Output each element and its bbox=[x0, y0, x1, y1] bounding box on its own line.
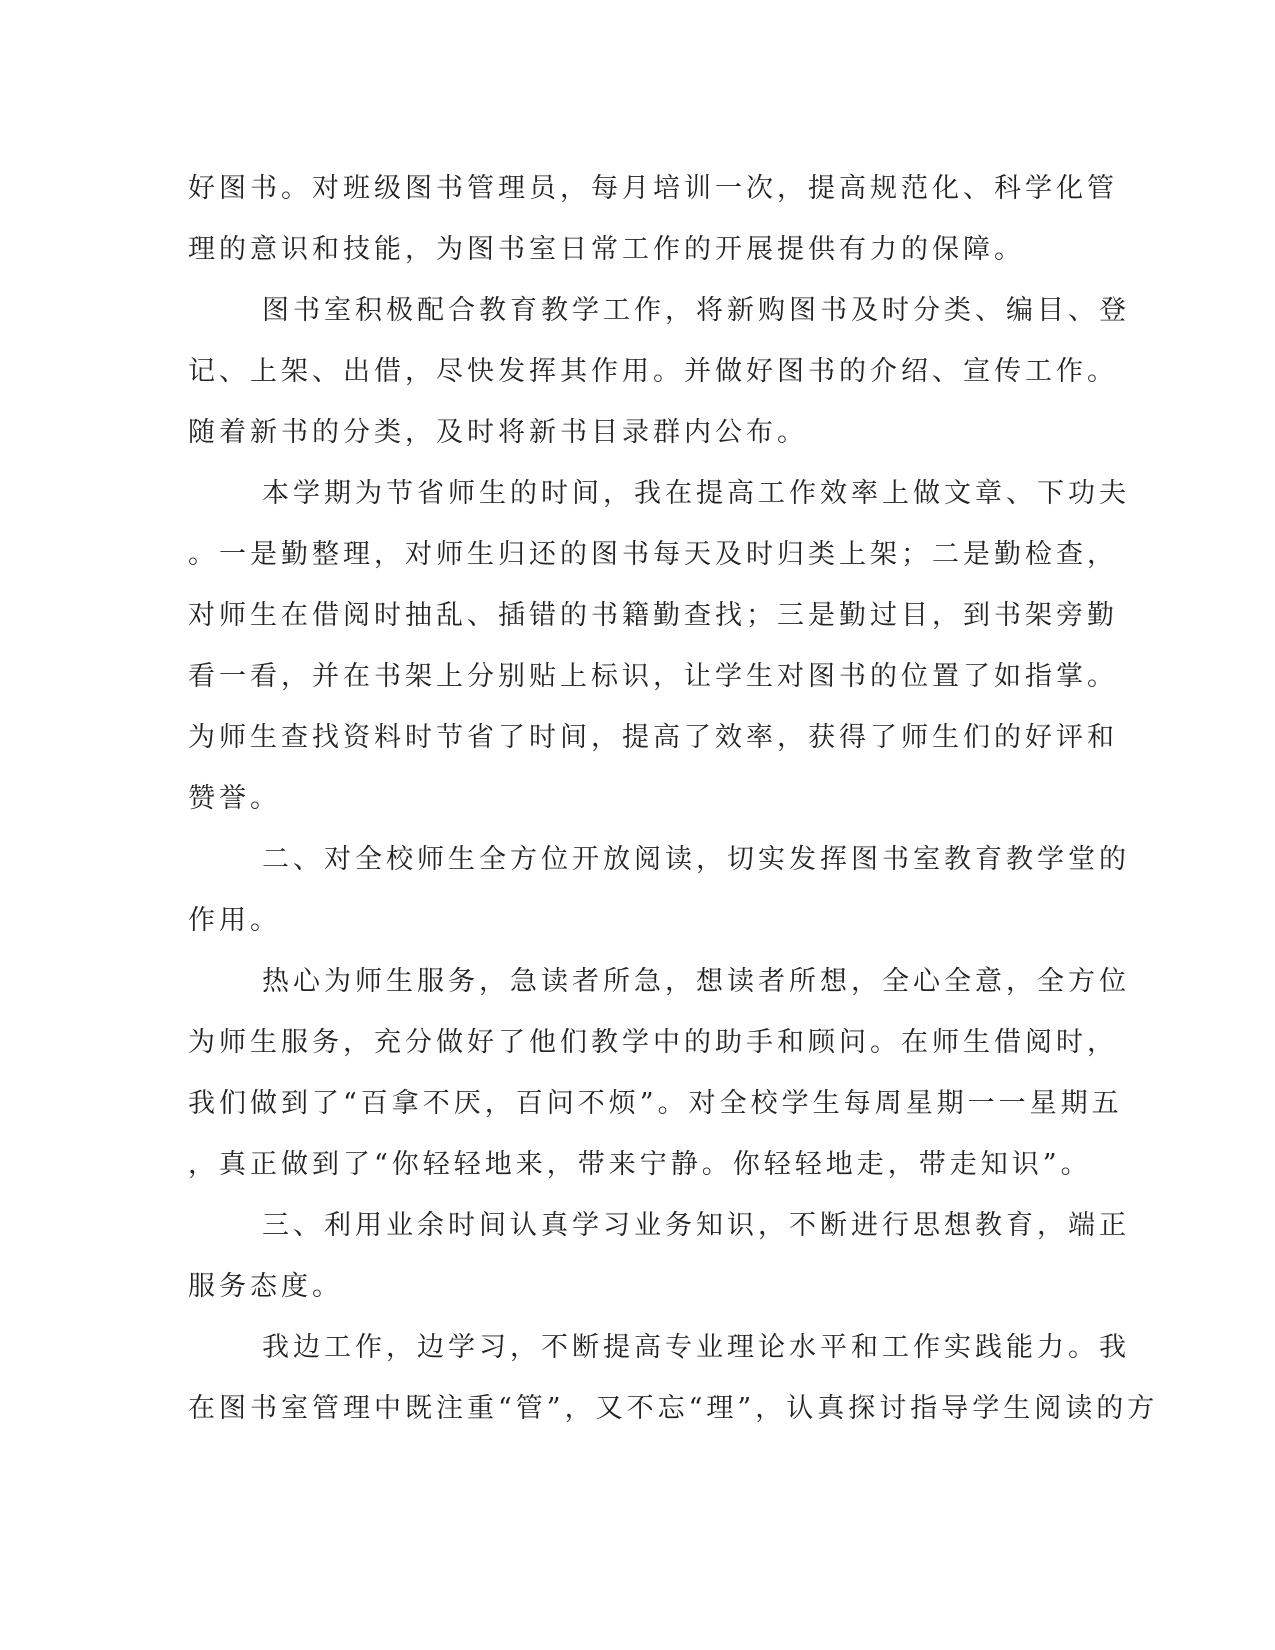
section-heading-line: 三、利用业余时间认真学习业务知识，不断进行思想教育，端正 bbox=[262, 1210, 1130, 1241]
text-line: 随着新书的分类，及时将新书目录群内公布。 bbox=[188, 417, 808, 448]
paragraph-start-line: 热心为师生服务，急读者所急，想读者所想，全心全意，全方位 bbox=[262, 966, 1130, 997]
paragraph-start-line: 我边工作，边学习，不断提高专业理论水平和工作实践能力。我 bbox=[262, 1332, 1130, 1363]
text-line: 好图书。对班级图书管理员，每月培训一次，提高规范化、科学化管 bbox=[188, 173, 1118, 204]
text-line: 记、上架、出借，尽快发挥其作用。并做好图书的介绍、宣传工作。 bbox=[188, 356, 1118, 387]
text-line: 看一看，并在书架上分别贴上标识，让学生对图书的位置了如指掌。 bbox=[188, 661, 1118, 692]
section-heading-line: 二、对全校师生全方位开放阅读，切实发挥图书室教育教学堂的 bbox=[262, 844, 1130, 875]
text-line: 我们做到了“百拿不厌，百问不烦”。对全校学生每周星期一一星期五 bbox=[188, 1088, 1123, 1119]
text-line: 。一是勤整理，对师生归还的图书每天及时归类上架；二是勤检查， bbox=[188, 539, 1118, 570]
body-text bbox=[188, 158, 1159, 1439]
text-line: 对师生在借阅时抽乱、插错的书籍勤查找；三是勤过目，到书架旁勤 bbox=[188, 600, 1118, 631]
paragraph-start-line: 图书室积极配合教育教学工作，将新购图书及时分类、编目、登 bbox=[262, 295, 1130, 326]
paragraph-start-line: 本学期为节省师生的时间，我在提高工作效率上做文章、下功夫 bbox=[262, 478, 1130, 509]
text-line: 理的意识和技能，为图书室日常工作的开展提供有力的保障。 bbox=[188, 234, 1025, 265]
text-line: 服务态度。 bbox=[188, 1271, 343, 1302]
text-line: 为师生服务，充分做好了他们教学中的助手和顾问。在师生借阅时， bbox=[188, 1027, 1118, 1058]
text-line: 为师生查找资料时节省了时间，提高了效率，获得了师生们的好评和 bbox=[188, 722, 1118, 753]
text-line: 作用。 bbox=[188, 905, 281, 936]
text-line: ，真正做到了“你轻轻地来，带来宁静。你轻轻地走，带走知识”。 bbox=[188, 1149, 1092, 1180]
text-line: 赞誉。 bbox=[188, 783, 281, 814]
text-line: 在图书室管理中既注重“管”，又不忘“理”，认真探讨指导学生阅读的方 bbox=[188, 1393, 1159, 1424]
